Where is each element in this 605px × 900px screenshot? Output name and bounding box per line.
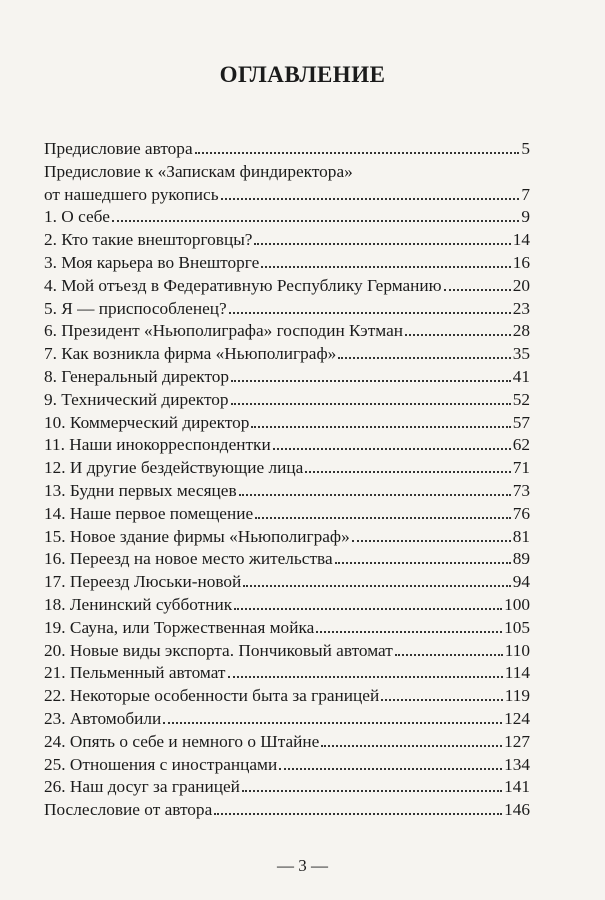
- toc-entry: [44, 412, 530, 435]
- toc-entry-page: 94: [512, 572, 530, 592]
- toc-entry-title: 4. Мой отъезд в Федеративную Республику Германию: [44, 275, 442, 295]
- toc-entry-page: 20: [512, 275, 530, 295]
- page-title: ОГЛАВЛЕНИЕ: [219, 62, 386, 87]
- table-of-contents: [44, 138, 530, 822]
- toc-entry: [44, 161, 530, 207]
- toc-entry-title: 5. Я — приспособленец?: [44, 298, 227, 318]
- toc-entry-title: 22. Некоторые особенности быта за границей: [44, 686, 380, 706]
- dot-leader: [395, 640, 503, 656]
- toc-entry-title: 9. Технический директор: [44, 389, 229, 409]
- toc-entry-page: 100: [504, 594, 530, 614]
- dot-leader: [261, 252, 510, 268]
- dot-leader: [254, 229, 510, 245]
- toc-entry-title: от нашедшего рукопись: [44, 184, 219, 204]
- dot-leader: [221, 184, 520, 200]
- toc-entry: [44, 138, 530, 161]
- toc-entry: [44, 754, 530, 777]
- dot-leader: [231, 366, 511, 382]
- toc-entry-title: 21. Пельменный автомат: [44, 663, 226, 683]
- dot-leader: [228, 662, 503, 678]
- toc-entry: [44, 343, 530, 366]
- toc-entry: [44, 503, 530, 526]
- toc-entry: [44, 298, 530, 321]
- toc-entry-page: 119: [504, 686, 530, 706]
- toc-entry: [44, 640, 530, 663]
- dot-leader: [242, 776, 502, 792]
- toc-entry: [44, 480, 530, 503]
- toc-entry-page: 73: [512, 480, 530, 500]
- toc-entry-page: 71: [512, 458, 530, 478]
- toc-entry-title: 2. Кто такие внешторговцы?: [44, 230, 253, 250]
- toc-entry: [44, 776, 530, 799]
- toc-entry-title: 3. Моя карьера во Внешторге: [44, 252, 260, 272]
- toc-entry-page: 14: [512, 230, 530, 250]
- dot-leader: [338, 343, 510, 359]
- toc-entry: [44, 366, 530, 389]
- toc-entry: [44, 206, 530, 229]
- toc-entry-title: 13. Будни первых месяцев: [44, 480, 237, 500]
- toc-entry-page: 57: [512, 412, 530, 432]
- toc-entry-title: 1. О себе: [44, 207, 110, 227]
- toc-entry: [44, 252, 530, 275]
- dot-leader: [214, 799, 502, 815]
- toc-entry: [44, 571, 530, 594]
- toc-entry-title: 20. Новые виды экспорта. Пончиковый автомат: [44, 640, 393, 660]
- toc-entry-page: 89: [512, 549, 530, 569]
- dot-leader: [273, 434, 511, 450]
- dot-leader: [229, 298, 511, 314]
- toc-entry-title: 8. Генеральный директор: [44, 366, 230, 386]
- toc-entry-title: 23. Автомобили: [44, 708, 162, 728]
- toc-entry-page: 28: [512, 321, 530, 341]
- dot-leader: [112, 206, 519, 222]
- toc-entry-page: 124: [504, 708, 530, 728]
- toc-entry-title: 15. Новое здание фирмы «Ньюполиграф»: [44, 526, 350, 546]
- toc-entry: [44, 662, 530, 685]
- dot-leader: [381, 685, 502, 701]
- toc-entry-page: 62: [512, 435, 530, 455]
- toc-entry: [44, 617, 530, 640]
- toc-entry: [44, 389, 530, 412]
- toc-entry-title: 10. Коммерческий директор: [44, 412, 250, 432]
- toc-entry-title: 12. И другие бездействующие лица: [44, 458, 304, 478]
- toc-entry-page: 5: [521, 139, 530, 158]
- toc-entry-page: 41: [512, 366, 530, 386]
- toc-entry-page: 23: [512, 298, 530, 318]
- dot-leader: [195, 138, 520, 154]
- dot-leader: [352, 526, 511, 542]
- toc-entry: [44, 275, 530, 298]
- toc-entry-title: 16. Переезд на новое место жительства: [44, 549, 333, 569]
- toc-entry-page: 110: [504, 640, 530, 660]
- dot-leader: [234, 594, 502, 610]
- toc-entry-page: 7: [521, 184, 530, 204]
- dot-leader: [279, 754, 502, 770]
- dot-leader: [305, 457, 510, 473]
- toc-entry-title: 25. Отношения с иностранцами: [44, 754, 278, 774]
- dot-leader: [316, 617, 502, 633]
- page-number-footer: — 3 —: [277, 856, 328, 875]
- toc-entry-title: 19. Сауна, или Торжественная мойка: [44, 617, 315, 637]
- toc-entry: [44, 731, 530, 754]
- toc-entry-page: 114: [504, 663, 530, 683]
- toc-entry-page: 127: [504, 731, 530, 751]
- toc-entry: [44, 708, 530, 731]
- toc-entry: [44, 229, 530, 252]
- toc-entry-page: 105: [504, 617, 530, 637]
- toc-entry-title: 7. Как возникла фирма «Ньюполиграф»: [44, 344, 337, 364]
- dot-leader: [444, 275, 511, 291]
- toc-entry: [44, 320, 530, 343]
- dot-leader: [243, 571, 510, 587]
- dot-leader: [255, 503, 511, 519]
- toc-entry-title: Послесловие от автора: [44, 800, 213, 820]
- toc-entry-page: 141: [504, 777, 530, 797]
- dot-leader: [231, 389, 511, 405]
- toc-entry-title: 18. Ленинский субботник: [44, 594, 233, 614]
- toc-entry-page: 146: [504, 800, 530, 820]
- toc-entry-page: 81: [512, 526, 530, 546]
- toc-entry-page: 134: [504, 754, 530, 774]
- toc-entry-title: Предисловие автора: [44, 139, 193, 158]
- dot-leader: [405, 320, 511, 336]
- toc-entry-title: 14. Наше первое помещение: [44, 503, 254, 523]
- toc-entry: [44, 526, 530, 549]
- toc-entry-page: 35: [512, 344, 530, 364]
- toc-entry-page: 9: [521, 207, 530, 227]
- toc-entry-title: 24. Опять о себе и немного о Штайне: [44, 731, 320, 751]
- dot-leader: [321, 731, 502, 747]
- toc-entry: [44, 434, 530, 457]
- toc-entry: [44, 685, 530, 708]
- toc-entry-title: 6. Президент «Ньюполиграфа» господин Кэтман: [44, 321, 404, 341]
- dot-leader: [239, 480, 511, 496]
- toc-entry: [44, 799, 530, 822]
- toc-entry-title: 17. Переезд Люськи-новой: [44, 572, 242, 592]
- toc-entry: [44, 457, 530, 480]
- toc-entry-page: 16: [512, 252, 530, 272]
- dot-leader: [251, 412, 510, 428]
- toc-entry-title: 11. Наши инокорреспондентки: [44, 435, 271, 455]
- dot-leader: [163, 708, 502, 724]
- dot-leader: [335, 548, 511, 564]
- toc-entry-title: 26. Наш досуг за границей: [44, 777, 240, 797]
- toc-entry-page: 52: [512, 389, 530, 409]
- toc-entry: [44, 548, 530, 571]
- toc-entry-title-line1: Предисловие к «Запискам финдиректора»: [44, 161, 353, 181]
- toc-entry-page: 76: [512, 503, 530, 523]
- toc-entry: [44, 594, 530, 617]
